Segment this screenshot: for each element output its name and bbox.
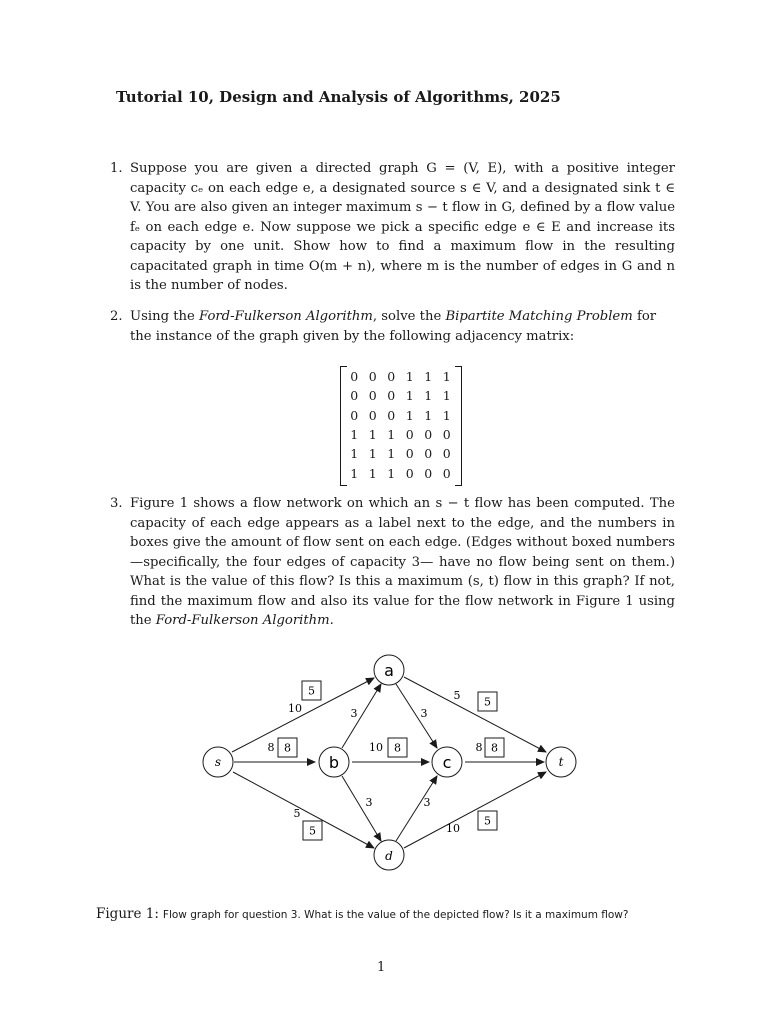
node-label: d [385, 849, 393, 863]
matrix-cell: 0 [424, 465, 433, 481]
svg-text:8: 8 [394, 741, 401, 755]
svg-text:5: 5 [484, 695, 491, 709]
capacity-label-c-t: 8 [475, 741, 483, 754]
question-number: 1. [110, 161, 123, 176]
question-number: 3. [110, 496, 123, 511]
matrix-cell: 1 [442, 388, 451, 404]
flow-box-s-b [278, 738, 297, 757]
capacity-label-a-t: 5 [453, 689, 461, 702]
svg-text:5: 5 [308, 684, 315, 698]
capacity-label-s-a: 10 [288, 702, 302, 715]
caption-label: Figure 1: [96, 906, 159, 922]
matrix-cell: 0 [368, 407, 377, 423]
node-t [546, 747, 576, 777]
algorithm-name: Ford-Fulkerson Algorithm [199, 309, 373, 324]
matrix-cell: 1 [350, 446, 359, 462]
matrix-row [345, 425, 456, 444]
matrix-cell: 0 [405, 465, 414, 481]
matrix-cell: 0 [424, 446, 433, 462]
capacity-label-d-c: 3 [423, 796, 431, 809]
capacity-label-s-b: 8 [267, 741, 275, 754]
question-1 [110, 159, 675, 296]
matrix-cell: 1 [424, 369, 433, 385]
matrix-cell: 1 [387, 446, 396, 462]
matrix-cell: 1 [424, 388, 433, 404]
matrix-row [345, 386, 456, 405]
matrix-cell: 1 [442, 369, 451, 385]
matrix-row [345, 367, 456, 386]
capacity-label-b-a: 3 [350, 707, 358, 720]
matrix-cell: 0 [424, 427, 433, 443]
matrix-cell: 0 [405, 446, 414, 462]
matrix-cell: 0 [387, 369, 396, 385]
node-b [319, 747, 349, 777]
svg-text:8: 8 [491, 741, 498, 755]
capacity-label-s-d: 5 [293, 807, 301, 820]
matrix-cell: 0 [442, 427, 451, 443]
node-d [374, 840, 404, 870]
question-number: 2. [110, 309, 123, 324]
right-bracket [455, 366, 462, 486]
capacity-label-a-c: 3 [420, 707, 428, 720]
matrix-cell: 0 [350, 388, 359, 404]
caption-text: Flow graph for question 3. What is the value of the depicted flow? Is it a maximum flow? [162, 909, 629, 921]
flow-box-s-d [303, 821, 322, 840]
node-label: b [328, 753, 340, 772]
flow-box-a-t [478, 692, 497, 711]
matrix-table [345, 367, 456, 483]
node-s [203, 747, 233, 777]
node-label: c [442, 753, 452, 772]
node-label: t [558, 755, 564, 769]
matrix-cell: 0 [350, 369, 359, 385]
matrix-cell: 1 [350, 465, 359, 481]
node-label: a [384, 661, 394, 680]
page-title: Tutorial 10, Design and Analysis of Algorithms, 2025 [116, 88, 561, 106]
figure-caption [96, 906, 628, 922]
edge-d-c [396, 776, 437, 841]
matrix-cell: 0 [442, 446, 451, 462]
matrix-cell: 1 [368, 427, 377, 443]
flow-box-c-t [485, 738, 504, 757]
question-text: Using the Ford-Fulkerson Algorithm, solve the Bipartite Matching Problem for the instance of the graph given by the following adjacency matrix: [130, 309, 657, 344]
matrix-cell: 0 [387, 407, 396, 423]
node-c [432, 747, 462, 777]
question-2 [110, 307, 675, 346]
matrix-row [345, 463, 456, 482]
matrix-cell: 1 [442, 407, 451, 423]
matrix-cell: 1 [368, 446, 377, 462]
matrix-cell: 0 [368, 369, 377, 385]
matrix-cell: 0 [368, 388, 377, 404]
matrix-cell: 1 [405, 388, 414, 404]
svg-text:5: 5 [484, 814, 491, 828]
matrix-cell: 1 [405, 407, 414, 423]
svg-text:8: 8 [284, 741, 291, 755]
matrix-cell: 1 [387, 427, 396, 443]
adjacency-matrix [340, 366, 462, 484]
capacity-label-d-t: 10 [446, 822, 460, 835]
matrix-cell: 1 [368, 465, 377, 481]
matrix-cell: 1 [424, 407, 433, 423]
edge-b-d [342, 776, 381, 841]
matrix-cell: 0 [350, 407, 359, 423]
algorithm-name: Ford-Fulkerson Algorithm [155, 613, 330, 628]
matrix-cell: 0 [442, 465, 451, 481]
capacity-label-b-c: 10 [369, 741, 383, 754]
flow-box-b-c [388, 738, 407, 757]
matrix-cell: 1 [350, 427, 359, 443]
matrix-row [345, 406, 456, 425]
node-a [374, 655, 404, 685]
capacity-label-b-d: 3 [365, 796, 373, 809]
flow-box-d-t [478, 811, 497, 830]
svg-text:5: 5 [309, 824, 316, 838]
matrix-cell: 1 [387, 465, 396, 481]
edge-b-a [342, 684, 381, 748]
node-label: s [214, 755, 222, 769]
matrix-cell: 0 [405, 427, 414, 443]
matrix-cell: 0 [387, 388, 396, 404]
problem-name: Bipartite Matching Problem [445, 309, 633, 324]
question-3 [110, 494, 675, 631]
flow-box-s-a [302, 681, 321, 700]
matrix-cell: 1 [405, 369, 414, 385]
edge-d-t [404, 772, 546, 848]
question-text: Suppose you are given a directed graph G = (V, E), with a positive integer capacity cₑ on each edge e, a designated source s ∈ V, and a designated sink t ∈ V. You are also given an integer maximum s − t flow in G, defined by a flow value fₑ on each edge e. Now suppose we pick a specific edge e ∈ E and increase its capacity by one unit. Show how to find a maximum flow in the resulting capacitated graph in time O(m + n), where m is the number of edges in G and n is the number of nodes. [130, 161, 675, 293]
page-number: 1 [377, 960, 386, 975]
flow-network-figure [0, 640, 768, 900]
matrix-row [345, 444, 456, 463]
question-text: Figure 1 shows a flow network on which an s − t flow has been computed. The capacity of each edge appears as a label next to the edge, and the numbers in boxes give the amount of flow sent on each edge. (Edges without boxed numbers—specifically, the four edges of capacity 3— have no flow being sent on them.) What is the value of this flow? Is this a maximum (s, t) flow in this graph? If not, find the maximum flow and also its value for the flow network in Figure 1 using the Ford-Fulkerson Algorithm. [130, 496, 675, 628]
